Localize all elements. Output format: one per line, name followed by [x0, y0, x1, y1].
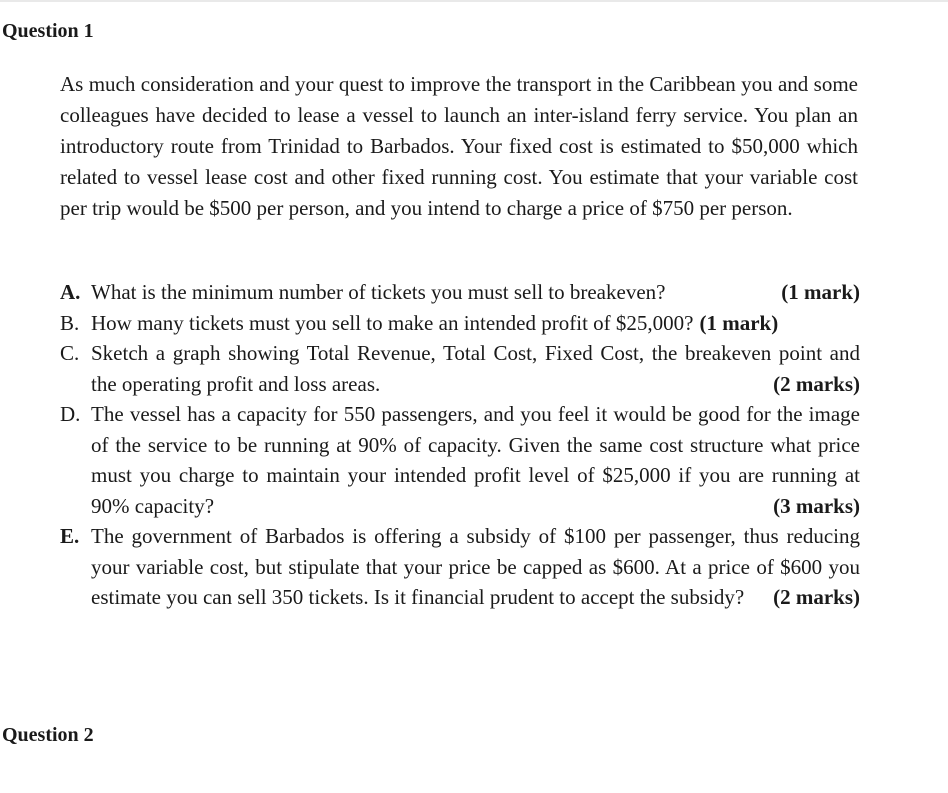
question-1-heading: Question 1 [2, 20, 94, 42]
part-a-letter: A. [60, 280, 81, 304]
part-a-marks: (1 mark) [781, 280, 860, 304]
part-e [60, 521, 860, 613]
part-b-letter: B. [60, 310, 80, 335]
question-2-heading: Question 2 [2, 724, 94, 746]
part-e-text: The government of Barbados is offering a subsidy of $100 per passenger, thus reducing your variable cost, but stipulate that your price be capped as $600. At a price of $600 you estimate you can sell 350 tickets. Is it financial prudent to accept the subsidy? [91, 524, 860, 609]
part-b [60, 308, 860, 339]
part-b-text: How many tickets must you sell to make an intended profit of $25,000? [91, 310, 694, 335]
part-a [60, 277, 860, 308]
top-rule [0, 0, 948, 2]
part-b-marks: (1 mark) [699, 310, 779, 335]
part-c-letter: C. [60, 341, 80, 365]
part-d [60, 399, 860, 521]
part-c-marks: (2 marks) [773, 371, 860, 396]
part-c [60, 338, 860, 399]
part-d-letter: D. [60, 402, 81, 426]
part-a-text: What is the minimum number of tickets you must sell to breakeven? [91, 280, 666, 304]
question-1-intro: As much consideration and your quest to improve the transport in the Caribbean you and some colleagues have decided to lease a vessel to launch an inter-island ferry service. You plan an introductory route from Trinidad to Barbados. Your fixed cost is estimated to $50,000 which related to vessel lease cost and other fixed running cost. You estimate that your variable cost per trip would be $500 per person, and you intend to charge a price of $750 per person. [60, 72, 858, 220]
part-e-marks: (2 marks) [773, 585, 860, 609]
part-c-text: Sketch a graph showing Total Revenue, Total Cost, Fixed Cost, the breakeven point and the operating profit and loss areas. [91, 341, 860, 396]
part-e-letter: E. [60, 524, 80, 548]
part-d-marks: (3 marks) [773, 493, 860, 518]
question-1-parts-list [60, 277, 860, 613]
part-d-text: The vessel has a capacity for 550 passengers, and you feel it would be good for the image of the service to be running at 90% of capacity. Given the same cost structure what price must you charge to maintain your intended profit level of $25,000 if you are running at 90% capacity? [91, 402, 860, 518]
